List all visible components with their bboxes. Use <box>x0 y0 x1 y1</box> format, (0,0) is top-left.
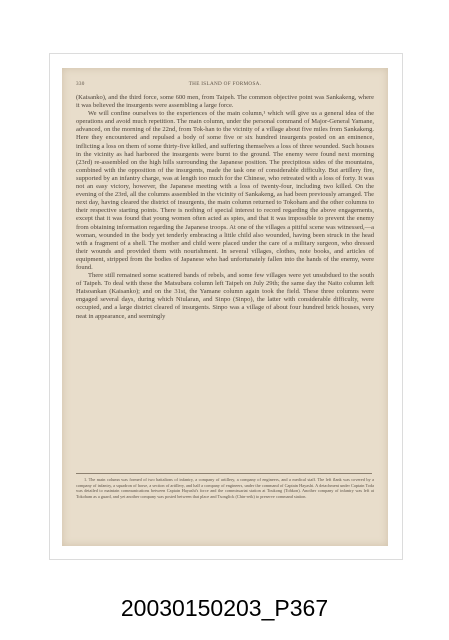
paragraph: (Kaisanko), and the third force, some 600 men, from Taipeh. The common objective point was Sankakeng, where it was believed the insurgents were assembling a large force. <box>76 94 374 110</box>
paragraph: We will confine ourselves to the experiences of the main column,¹ which will give us a general idea of the operations and avoid much repetition. The main column, under the personal command of Major-General Yamane, advanced, on the morning of the 22nd, from Tok-han to the vicinity of a village about five miles from Sankakeng. Here they encountered and repulsed a body of some five or six hundred insurgents posted on an eminence, inflicting a loss on them of some thirty-five killed, and suffering themselves a loss of three wounded. Such houses in the vicinity as had harbored the insurgents were burnt to the ground. The enemy were found next morning (23rd) re-assembled on the high hills surrounding the Japanese position. The precipitous sides of the mountains, combined with the opposition of the insurgents, made the task one of considerable difficulty. But artillery fire, supported by an infantry charge, was at length too much for the Chinese, who retreated with a loss of forty. It was not an easy victory, however, the Japanese meeting with a loss of twenty-four, including two killed. On the evening of the 23rd, all the columns assembled in the vicinity of Sankakeng, as had been previously arranged. The next day, having cleared the district of insurgents, the main column returned to Tokoham and the other columns to their respective starting points. There is nothing of special interest to record regarding the above engagements, except that it was found that young women often acted as spies, and that it was impossible to prevent the enemy from obtaining information regarding the Japanese troops. At one of the villages a pitiful scene was witnessed,—a woman, wounded in the body yet tenderly embracing a little child also wounded, having been struck in the head with a fragment of a shell. The mother and child were placed under the care of a military surgeon, who dressed their wounds and provided them with nourishment. In several villages, clothes, note books, and articles of equipment, stripped from the bodies of Japanese who had unfortunately fallen into the hands of the enemy, were found. <box>76 110 374 271</box>
image-id-caption: 20030150203_P367 <box>120 595 329 621</box>
page-header <box>76 81 374 91</box>
body-text <box>76 94 374 469</box>
running-head: THE ISLAND OF FORMOSA. <box>188 81 262 87</box>
paragraph: There still remained some scattered bands of rebels, and some few villages were yet unsubdued to the south of Taipeh. To deal with these the Matsubara column left Taipeh on July 29th; the same day the Naito column left Haisoankan (Kaisanko); and on the 31st, the Yamane column again took the field. These three columns were engaged several days, during which Niularan, and Sinpo (Sinpo), the latter with considerable difficulty, were occupied, and a large district cleared of insurgents. Sinpo was a village of about four hundred brick houses, very neat in appearance, and seemingly <box>76 272 374 320</box>
footnote <box>76 477 374 539</box>
footnote-text: 1. The main column was formed of two battalions of infantry, a company of artillery, a company of engineers, and a medical staff. The left flank was covered by a company of infantry, a squadron of horse, a section of artillery, and half a company of engineers, under the command of Captain Hayashi. A detachment under Captain Toda was detailed to maintain communications between Captain Hayashi's force and the commissariat station at Toukong (Tohkon). Another company of infantry was left at Tokoham as a guard, and yet another company was posted between that place and Tsonglick (Chin-reik) to preserve command station. <box>76 477 374 499</box>
page-number: 330 <box>76 81 85 87</box>
footnote-divider <box>76 473 372 474</box>
book-page <box>62 68 388 546</box>
